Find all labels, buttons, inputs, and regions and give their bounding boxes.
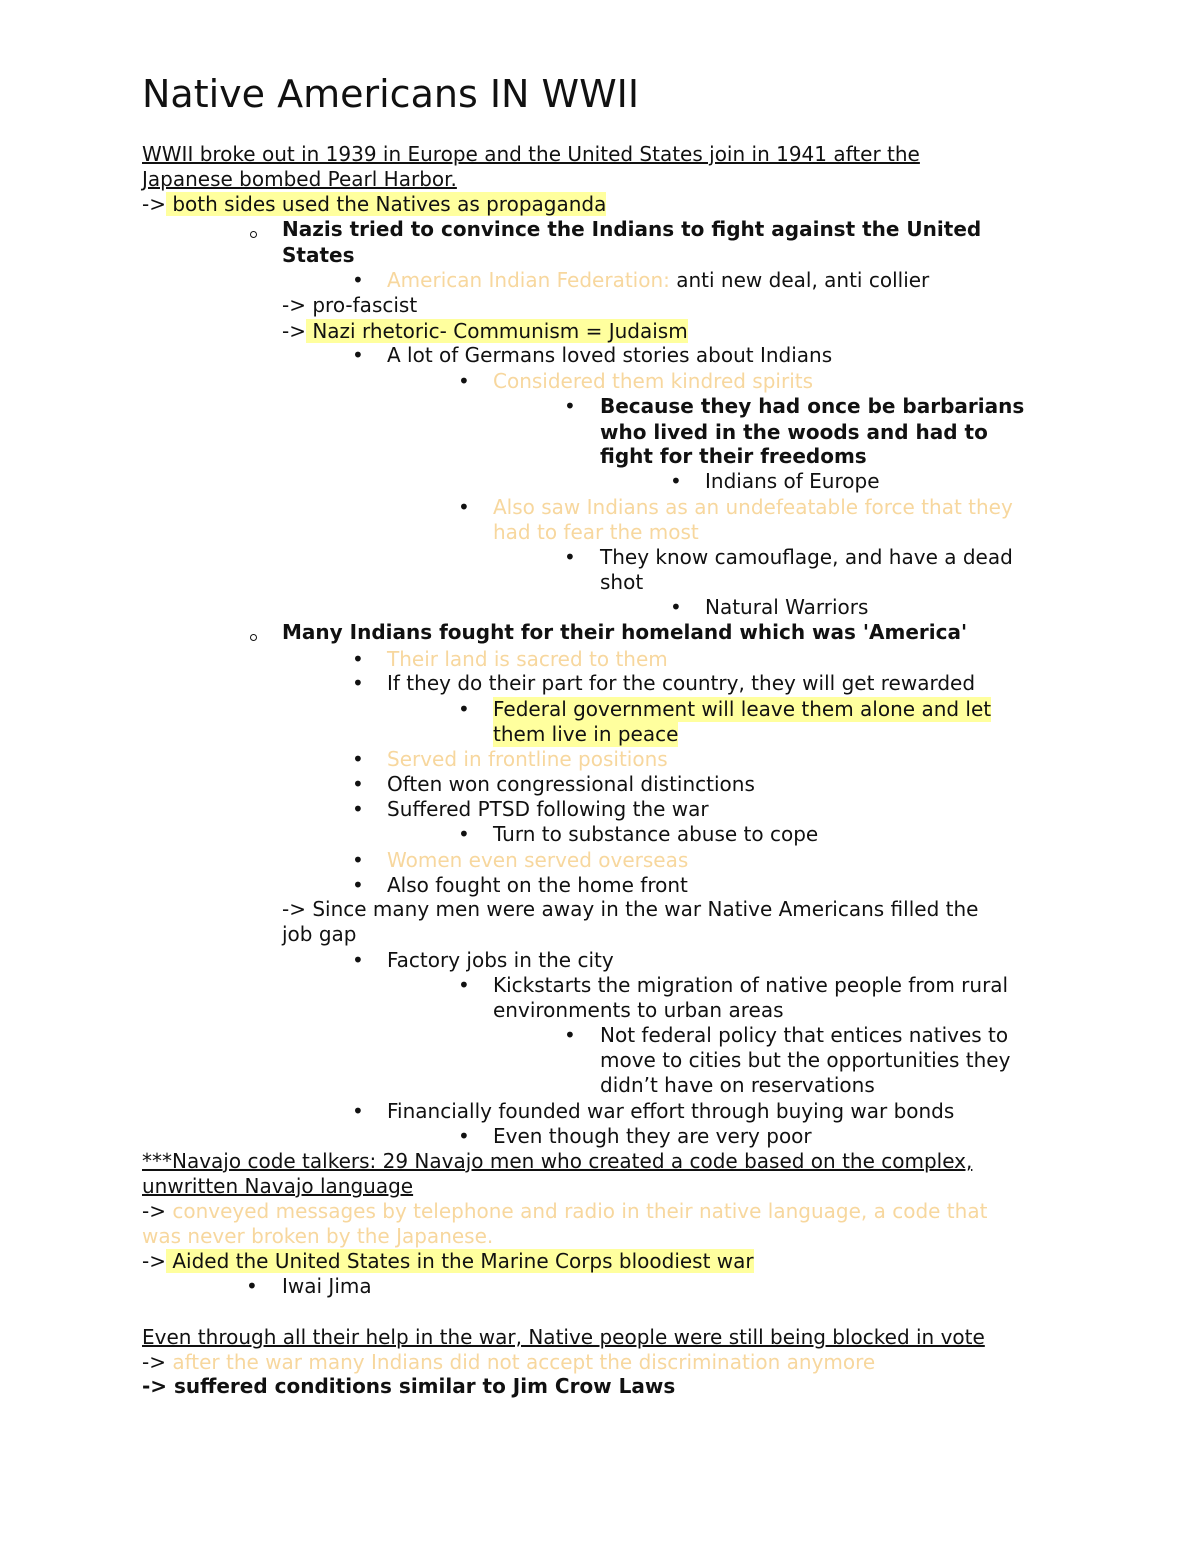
policy-line-2: move to cities but the opportunities they (600, 1048, 1011, 1072)
do-part-line: If they do their part for the country, they will get rewarded (387, 671, 976, 695)
poor-line: Even though they are very poor (493, 1124, 812, 1148)
arrow: -> (282, 293, 306, 317)
bullet-icon: • (352, 343, 364, 367)
germans-line: A lot of Germans loved stories about Indians (387, 343, 833, 367)
indians-europe-line: Indians of Europe (705, 469, 880, 493)
warriors-line: Natural Warriors (705, 595, 869, 619)
bullet-icon: • (352, 848, 364, 872)
bullet-icon: • (352, 797, 364, 821)
navajo-line-2: unwritten Navajo language (142, 1174, 414, 1198)
aif-label: American Indian Federation: (387, 268, 670, 292)
jim-crow-line (142, 1374, 675, 1399)
frontline-line: Served in frontline positions (387, 747, 668, 771)
home-front-line: Also fought on the home front (387, 873, 688, 897)
propaganda-text: both sides used the Natives as propaganda (165, 192, 607, 216)
policy-line-3: didn’t have on reservations (600, 1073, 875, 1097)
arrow: -> (142, 1199, 166, 1223)
substance-line: Turn to substance abuse to cope (493, 822, 819, 846)
bullet-icon: • (352, 873, 364, 897)
bullet-icon: • (458, 697, 470, 721)
sacred-line: Their land is sacred to them (387, 647, 668, 671)
discrimination-text: after the war many Indians did not accept the discrimination anymore (165, 1350, 876, 1374)
bullet-icon: • (352, 747, 364, 771)
nazis-heading-line-1: Nazis tried to convince the Indians to fight against the United (282, 217, 982, 241)
arrow: -> (142, 1374, 168, 1398)
factory-line: Factory jobs in the city (387, 948, 614, 972)
bullet-icon: • (670, 469, 682, 493)
conveyed-text: conveyed messages by telephone and radio in their native language, a code that (165, 1199, 988, 1223)
policy-line-1: Not federal policy that entices natives to (600, 1023, 1009, 1047)
jim-crow-text: suffered conditions similar to Jim Crow Laws (167, 1374, 676, 1398)
pro-fascist-line (282, 293, 417, 318)
job-gap-text: Since many men were away in the war Native Americans filled the (305, 897, 979, 921)
circle-bullet-icon (250, 634, 257, 641)
bullet-icon: • (564, 1023, 576, 1047)
iwai-jima-line: Iwai Jima (282, 1274, 372, 1298)
conveyed-line-1 (142, 1199, 987, 1224)
homeland-heading: Many Indians fought for their homeland which was 'America' (282, 620, 968, 644)
aif-rest: anti new deal, anti collier (669, 268, 930, 292)
arrow: -> (282, 897, 306, 921)
bullet-icon: • (352, 647, 364, 671)
bullet-icon: • (458, 822, 470, 846)
barbarians-line-2: who lived in the woods and had to (600, 420, 988, 444)
aided-text: Aided the United States in the Marine Corps bloodiest war (165, 1249, 754, 1273)
kindred-line: Considered them kindred spirits (493, 369, 814, 393)
aif-line (387, 268, 929, 293)
federal-line-1: Federal government will leave them alone and let (493, 697, 992, 721)
camouflage-line-2: shot (600, 570, 644, 594)
undefeatable-line-2: had to fear the most (493, 520, 699, 544)
nazis-heading-line-2: States (282, 243, 355, 267)
barbarians-line-3: fight for their freedoms (600, 444, 867, 468)
intro-line-2: Japanese bombed Pearl Harbor. (142, 167, 457, 191)
arrow: -> (142, 192, 166, 216)
bullet-icon: • (246, 1274, 258, 1298)
bullet-icon: • (670, 595, 682, 619)
bullet-icon: • (352, 671, 364, 695)
bullet-icon: • (458, 973, 470, 997)
camouflage-line-1: They know camouflage, and have a dead (600, 545, 1013, 569)
bullet-icon: • (564, 545, 576, 569)
undefeatable-line-1: Also saw Indians as an undefeatable force that they (493, 495, 1013, 519)
rhetoric-text: Nazi rhetoric- Communism = Judaism (305, 319, 688, 343)
migration-line-2: environments to urban areas (493, 998, 784, 1022)
vote-line: Even through all their help in the war, Native people were still being blocked in vote (142, 1325, 985, 1349)
rhetoric-line (282, 319, 688, 344)
aided-line (142, 1249, 754, 1274)
bullet-icon: • (458, 369, 470, 393)
propaganda-line (142, 192, 606, 217)
discrimination-line (142, 1350, 875, 1375)
bullet-icon: • (564, 394, 576, 418)
bullet-icon: • (458, 495, 470, 519)
barbarians-line-1: Because they had once be barbarians (600, 394, 1025, 418)
congressional-line: Often won congressional distinctions (387, 772, 755, 796)
bullet-icon: • (352, 268, 364, 292)
bullet-icon: • (352, 948, 364, 972)
arrow: -> (142, 1350, 166, 1374)
women-line: Women even served overseas (387, 848, 689, 872)
job-gap-line-1 (282, 897, 978, 922)
ptsd-line: Suffered PTSD following the war (387, 797, 709, 821)
federal-line-2: them live in peace (493, 722, 679, 746)
bullet-icon: • (352, 1099, 364, 1123)
circle-bullet-icon (250, 231, 257, 238)
war-bonds-line: Financially founded war effort through buying war bonds (387, 1099, 955, 1123)
page-title: Native Americans IN WWII (142, 72, 640, 116)
arrow: -> (142, 1249, 166, 1273)
intro-line-1: WWII broke out in 1939 in Europe and the United States join in 1941 after the (142, 142, 920, 166)
bullet-icon: • (352, 772, 364, 796)
pro-fascist-text: pro-fascist (305, 293, 418, 317)
bullet-icon: • (458, 1124, 470, 1148)
arrow: -> (282, 319, 306, 343)
navajo-line-1: ***Navajo code talkers: 29 Navajo men who created a code based on the complex, (142, 1149, 973, 1173)
conveyed-line-2: was never broken by the Japanese. (142, 1224, 494, 1248)
migration-line-1: Kickstarts the migration of native people from rural (493, 973, 1009, 997)
job-gap-line-2: job gap (282, 922, 357, 946)
